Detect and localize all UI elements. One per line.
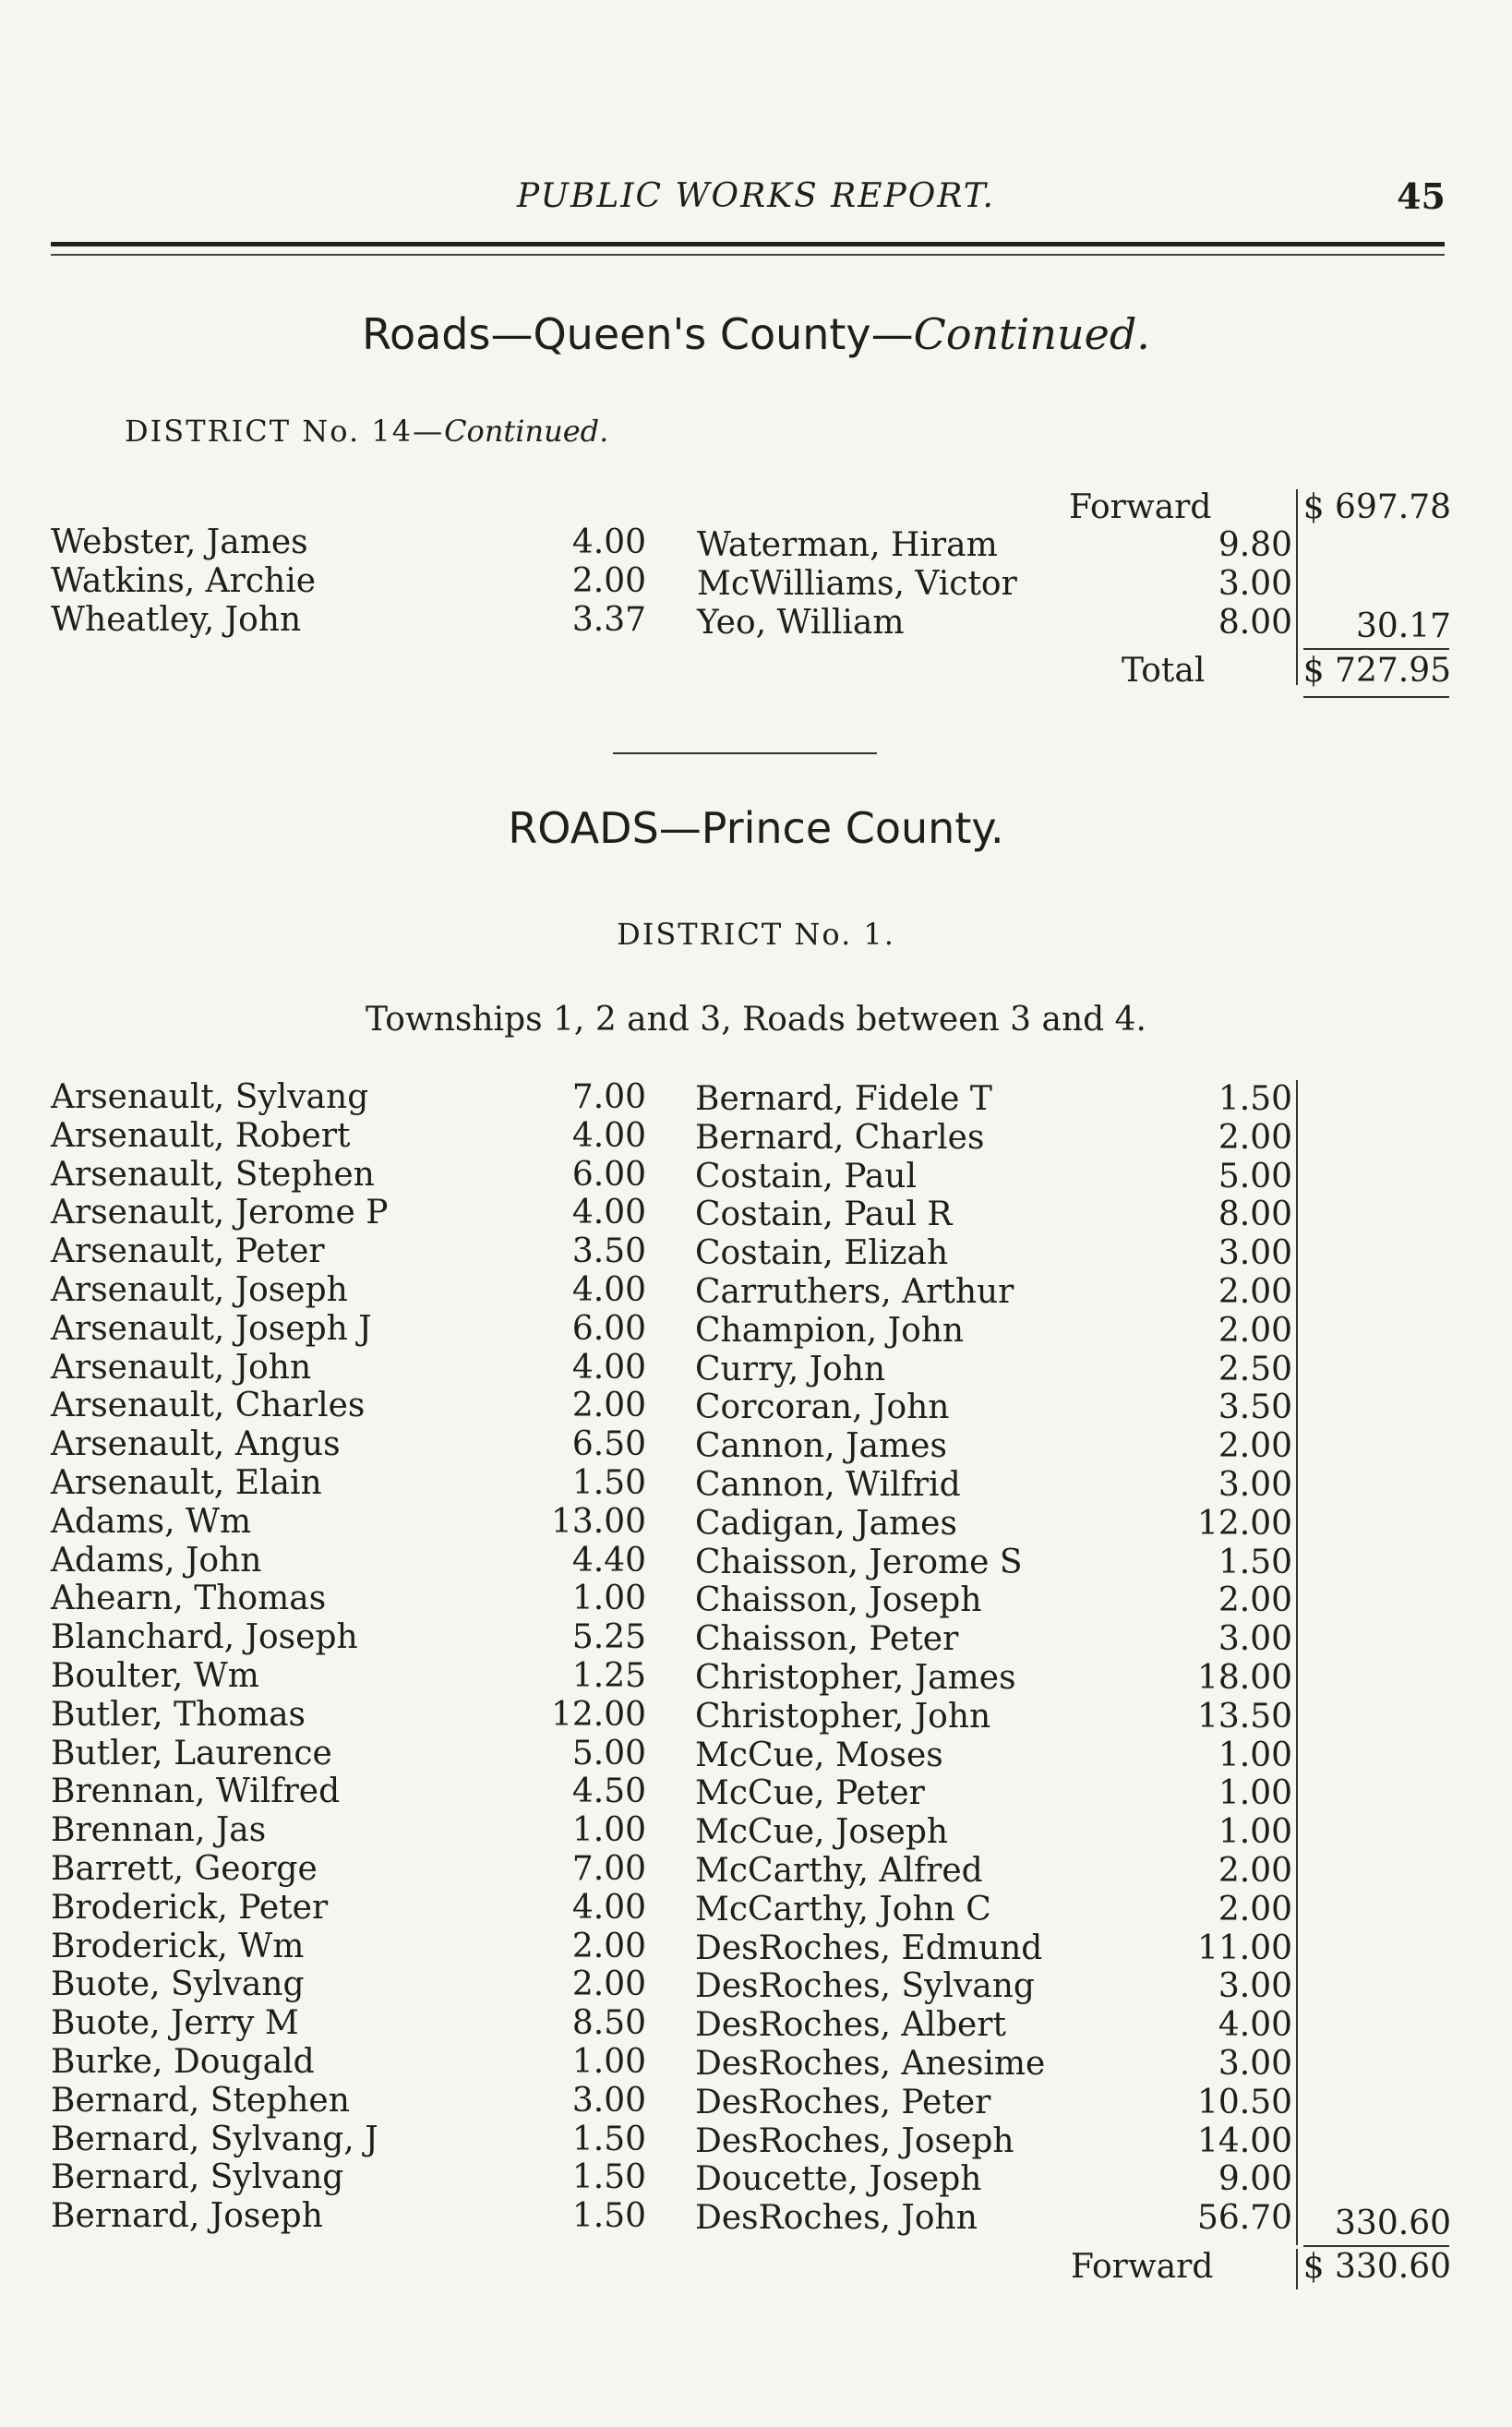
section2-right-row-name: Curry, John (695, 1350, 886, 1388)
section2-left-row-amount: 4.40 (571, 1541, 646, 1580)
section2-left-row-amount: 12.00 (550, 1695, 646, 1734)
section2-townships: Townships 1, 2 and 3, Roads between 3 and 4. (366, 1001, 1146, 1039)
section2-left-row-name: Arsenault, John (51, 1348, 312, 1387)
section2-right-row-amount: 56.70 (1196, 2199, 1292, 2238)
section2-left-row-amount: 6.00 (571, 1309, 646, 1348)
section2-left-row-name: Broderick, Wm (51, 1927, 305, 1965)
section2-left-row-amount: 1.50 (571, 2197, 646, 2236)
section2-right-row-amount: 1.00 (1218, 1736, 1292, 1774)
header-rule-thick (51, 242, 1445, 246)
section2-left-row-amount: 1.50 (571, 1464, 646, 1502)
header-rule-thin (51, 254, 1445, 256)
section2-left-row-amount: 3.50 (571, 1232, 646, 1271)
section1-title (0, 309, 1512, 359)
section2-left-row-name: Boulter, Wm (51, 1657, 259, 1695)
section2-right-row-name: DesRoches, Albert (695, 2006, 1006, 2045)
section2-left-row-amount: 1.00 (571, 2043, 646, 2081)
section2-right-row-amount: 14.00 (1196, 2121, 1292, 2160)
section2-right-row-name: Christopher, John (695, 1697, 991, 1736)
section2-left-row-name: Arsenault, Stephen (51, 1155, 375, 1194)
section1-right-row-amount: 8.00 (1218, 604, 1292, 642)
section1-forward-label: Forward (1069, 488, 1212, 526)
section2-left-row-amount: 8.50 (571, 2004, 646, 2043)
section2-right-row-name: Cannon, James (695, 1427, 947, 1466)
section2-left-row-amount: 1.50 (571, 2158, 646, 2197)
section2-forward-label: Forward (1071, 2248, 1214, 2286)
section2-left-row-amount: 4.00 (571, 1348, 646, 1387)
section1-right-row-name: Yeo, William (697, 604, 905, 642)
section2-left-row-amount: 1.00 (571, 1811, 646, 1850)
section2-right-row-name: Carruthers, Arthur (695, 1273, 1014, 1311)
section2-left-row-name: Arsenault, Angus (51, 1425, 341, 1464)
section2-right-row-amount: 1.50 (1218, 1080, 1292, 1118)
section1-title-continued: Continued. (913, 309, 1150, 359)
section2-right-row-name: McCarthy, John C (695, 1890, 991, 1928)
section2-left-row-name: Brennan, Jas (51, 1811, 267, 1850)
section2-right-row-name: Costain, Paul (695, 1157, 917, 1195)
section2-right-row-name: DesRoches, Edmund (695, 1928, 1043, 1967)
section2-left-row-amount: 6.00 (571, 1155, 646, 1194)
section2-vertical-rule (1296, 1080, 1298, 2245)
section2-left-row-name: Arsenault, Joseph J (51, 1309, 372, 1348)
section1-total-label: Total (1122, 652, 1206, 690)
section2-right-row-amount: 2.00 (1218, 1581, 1292, 1620)
section2-right-row-amount: 3.00 (1218, 1967, 1292, 2006)
section1-subtotal: 30.17 (1355, 607, 1451, 645)
section2-right-row-amount: 3.00 (1218, 1234, 1292, 1273)
section2-left-row-name: Arsenault, Elain (51, 1464, 322, 1502)
section2-right-row-name: Champion, John (695, 1311, 965, 1350)
section2-left-row-name: Broderick, Peter (51, 1888, 329, 1927)
section2-right-row-amount: 3.50 (1218, 1388, 1292, 1427)
section1-left-row-amount: 2.00 (571, 562, 646, 600)
section2-left-row-amount: 4.00 (571, 1271, 646, 1309)
section2-left-row-amount: 4.00 (571, 1194, 646, 1232)
section2-right-row-name: Corcoran, John (695, 1388, 950, 1427)
section2-right-row-amount: 3.00 (1218, 1466, 1292, 1504)
section2-right-row-name: McCue, Peter (695, 1774, 925, 1813)
section2-right-row-amount: 11.00 (1196, 1928, 1292, 1967)
section2-right-row-name: Costain, Paul R (695, 1195, 953, 1234)
section1-right-row-amount: 9.80 (1218, 526, 1292, 564)
section1-left-row-name: Wheatley, John (51, 601, 302, 639)
section2-left-row-name: Butler, Laurence (51, 1734, 332, 1772)
section2-left-row-name: Arsenault, Charles (51, 1387, 366, 1425)
section2-left-row-name: Arsenault, Jerome P (51, 1194, 389, 1232)
section1-total-rule (1303, 696, 1449, 698)
section2-left-row-amount: 3.00 (571, 2081, 646, 2120)
section2-right-row-amount: 1.00 (1218, 1774, 1292, 1813)
section1-right-row-amount: 3.00 (1218, 565, 1292, 603)
section2-left-row-name: Barrett, George (51, 1850, 318, 1888)
section2-right-row-amount: 1.50 (1218, 1543, 1292, 1581)
section2-left-row-amount: 4.50 (571, 1772, 646, 1811)
section2-left-row-name: Arsenault, Joseph (51, 1271, 348, 1309)
section2-right-row-name: Chaisson, Jerome S (695, 1543, 1023, 1581)
section1-left-row-amount: 3.37 (571, 601, 646, 639)
section2-left-row-name: Arsenault, Robert (51, 1116, 351, 1155)
section2-right-row-amount: 13.50 (1196, 1697, 1292, 1736)
section2-right-row-name: Bernard, Charles (695, 1118, 985, 1157)
section2-left-row-name: Brennan, Wilfred (51, 1772, 341, 1811)
section2-left-row-amount: 7.00 (571, 1850, 646, 1888)
section2-right-row-amount: 2.00 (1218, 1273, 1292, 1311)
section2-left-row-name: Ahearn, Thomas (51, 1580, 327, 1618)
section2-right-row-amount: 2.50 (1218, 1350, 1292, 1388)
section2-right-row-amount: 2.00 (1218, 1852, 1292, 1890)
section2-right-row-name: McCue, Moses (695, 1736, 943, 1774)
section2-right-row-amount: 2.00 (1218, 1890, 1292, 1928)
section1-title-main: Roads—Queen's County— (362, 309, 914, 359)
section1-left-row-name: Webster, James (51, 523, 308, 561)
section2-right-row-amount: 10.50 (1196, 2083, 1292, 2121)
section2-right-row-amount: 2.00 (1218, 1427, 1292, 1466)
section2-forward-vertical-rule (1296, 2249, 1298, 2289)
section-divider (613, 752, 877, 754)
page-number: 45 (1397, 175, 1446, 217)
section2-left-row-name: Butler, Thomas (51, 1695, 306, 1734)
section2-right-row-name: Christopher, James (695, 1659, 1016, 1697)
section2-district: DISTRICT No. 1. (617, 917, 895, 952)
section1-left-row-name: Watkins, Archie (51, 562, 317, 600)
section2-left-row-name: Bernard, Stephen (51, 2081, 350, 2120)
section2-right-row-amount: 12.00 (1196, 1504, 1292, 1543)
section2-left-row-name: Bernard, Joseph (51, 2197, 323, 2236)
section2-right-row-name: Costain, Elizah (695, 1234, 949, 1273)
section2-left-row-name: Burke, Dougald (51, 2043, 315, 2081)
section2-right-row-name: Chaisson, Peter (695, 1620, 959, 1659)
section2-right-row-amount: 8.00 (1218, 1195, 1292, 1234)
section2-right-row-amount: 5.00 (1218, 1157, 1292, 1195)
section2-right-row-name: Chaisson, Joseph (695, 1581, 982, 1620)
section1-district-label: DISTRICT No. 14— (125, 414, 445, 449)
section2-right-row-name: Doucette, Joseph (695, 2160, 982, 2199)
section2-left-row-amount: 1.50 (571, 2120, 646, 2158)
section2-left-row-name: Adams, Wm (51, 1502, 252, 1541)
section2-left-row-amount: 5.00 (571, 1734, 646, 1772)
section1-right-row-name: Waterman, Hiram (697, 526, 998, 564)
section2-right-row-name: DesRoches, Anesime (695, 2045, 1046, 2083)
section2-left-row-amount: 6.50 (571, 1425, 646, 1464)
running-header: PUBLIC WORKS REPORT. (517, 177, 995, 215)
section1-total-amount: $ 727.95 (1302, 652, 1451, 690)
section2-left-row-amount: 2.00 (571, 1387, 646, 1425)
section2-right-row-name: DesRoches, John (695, 2199, 978, 2238)
section2-right-row-amount: 2.00 (1218, 1311, 1292, 1350)
section2-right-row-name: DesRoches, Peter (695, 2083, 991, 2121)
section2-right-row-amount: 18.00 (1196, 1659, 1292, 1697)
section2-left-row-amount: 2.00 (571, 1927, 646, 1965)
section2-left-row-amount: 1.25 (571, 1657, 646, 1695)
section2-forward-amount: $ 330.60 (1302, 2248, 1451, 2286)
section2-subtotal-rule (1303, 2245, 1449, 2247)
section2-left-row-amount: 4.00 (571, 1888, 646, 1927)
section2-left-row-name: Buote, Jerry M (51, 2004, 299, 2043)
section2-right-row-amount: 3.00 (1218, 2045, 1292, 2083)
section2-right-row-amount: 3.00 (1218, 1620, 1292, 1659)
section2-right-row-amount: 1.00 (1218, 1813, 1292, 1852)
section2-left-row-amount: 13.00 (550, 1502, 646, 1541)
section2-right-row-amount: 2.00 (1218, 1118, 1292, 1157)
section2-left-row-name: Buote, Sylvang (51, 1965, 305, 2004)
section2-right-row-amount: 4.00 (1218, 2006, 1292, 2045)
section1-left-row-amount: 4.00 (571, 523, 646, 561)
section2-left-row-name: Arsenault, Peter (51, 1232, 325, 1271)
section1-vertical-rule (1296, 489, 1298, 685)
section2-right-row-name: Bernard, Fidele T (695, 1080, 992, 1118)
section2-left-row-amount: 2.00 (571, 1965, 646, 2004)
section2-left-row-name: Blanchard, Joseph (51, 1618, 358, 1657)
section2-title: ROADS—Prince County. (508, 803, 1004, 853)
section2-right-row-name: McCue, Joseph (695, 1813, 949, 1852)
section2-left-row-name: Adams, John (51, 1541, 262, 1580)
section2-right-row-name: Cadigan, James (695, 1504, 957, 1543)
section1-district-continued: Continued. (444, 414, 609, 449)
section2-right-row-name: DesRoches, Sylvang (695, 1967, 1035, 2006)
section2-right-row-name: Cannon, Wilfrid (695, 1466, 961, 1504)
section2-right-row-name: McCarthy, Alfred (695, 1852, 983, 1890)
section1-forward-amount: $ 697.78 (1302, 488, 1451, 526)
section2-left-row-name: Bernard, Sylvang (51, 2158, 344, 2197)
section2-subtotal: 330.60 (1335, 2205, 1451, 2242)
section2-left-row-amount: 1.00 (571, 1580, 646, 1618)
section1-district (125, 414, 608, 449)
section2-left-row-amount: 7.00 (571, 1078, 646, 1116)
section1-subtotal-rule (1303, 648, 1449, 650)
section2-right-row-amount: 9.00 (1218, 2160, 1292, 2199)
section2-right-row-name: DesRoches, Joseph (695, 2121, 1014, 2160)
section2-left-row-amount: 5.25 (571, 1618, 646, 1657)
section2-left-row-name: Arsenault, Sylvang (51, 1078, 369, 1116)
section2-left-row-amount: 4.00 (571, 1116, 646, 1155)
section2-left-row-name: Bernard, Sylvang, J (51, 2120, 378, 2158)
section1-right-row-name: McWilliams, Victor (697, 565, 1017, 603)
